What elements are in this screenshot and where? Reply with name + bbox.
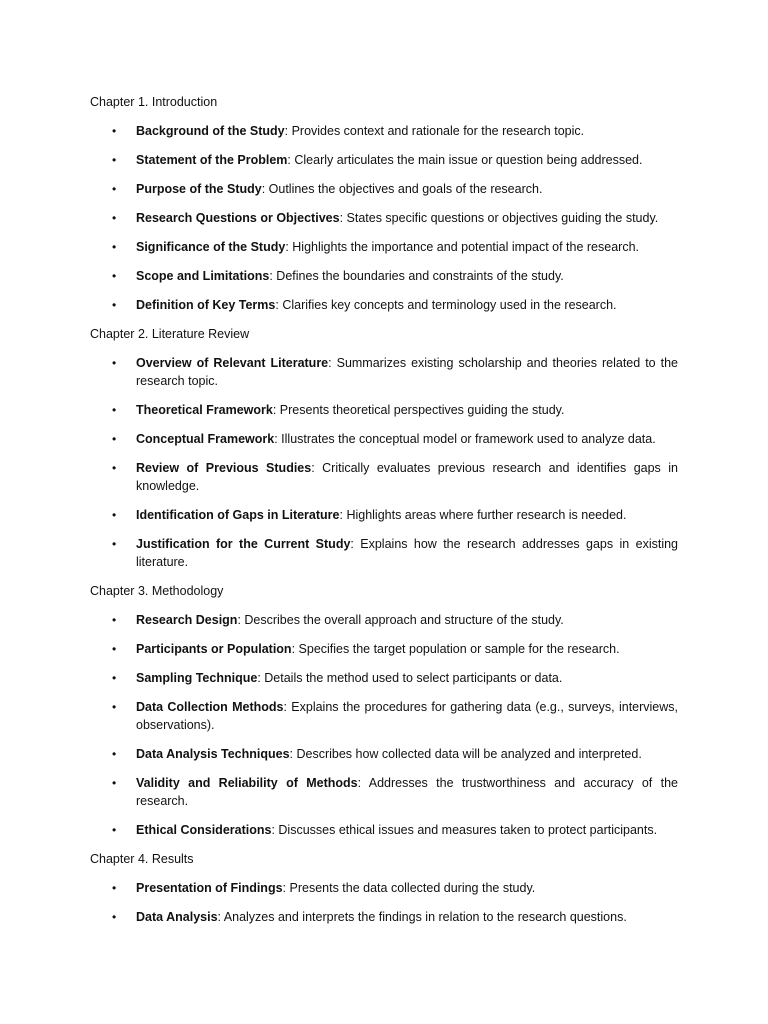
bullet-icon: •	[112, 269, 117, 283]
item-term: Conceptual Framework	[136, 432, 275, 446]
bullet-icon: •	[112, 240, 117, 254]
item-description: : Highlights the importance and potential impact of the research.	[285, 240, 639, 254]
list-item	[90, 535, 678, 571]
list-item	[90, 430, 678, 448]
item-term: Scope and Limitations	[136, 269, 270, 283]
item-description: : Discusses ethical issues and measures taken to protect participants.	[271, 823, 658, 837]
bullet-icon: •	[112, 432, 117, 446]
item-term: Background of the Study	[136, 124, 285, 138]
list-item	[90, 821, 678, 839]
bullet-icon: •	[112, 508, 117, 522]
item-term: Overview of Relevant Literature	[136, 356, 329, 370]
item-term: Presentation of Findings	[136, 881, 283, 895]
bullet-icon: •	[112, 910, 117, 924]
chapter-item-list	[90, 122, 678, 314]
item-term: Research Design	[136, 613, 238, 627]
item-description: : Describes how collected data will be analyzed and interpreted.	[289, 747, 642, 761]
list-item	[90, 401, 678, 419]
item-term: Definition of Key Terms	[136, 298, 276, 312]
list-item	[90, 774, 678, 810]
bullet-icon: •	[112, 298, 117, 312]
bullet-icon: •	[112, 461, 117, 475]
item-term: Identification of Gaps in Literature	[136, 508, 340, 522]
item-description: : Clearly articulates the main issue or question being addressed.	[287, 153, 643, 167]
list-item	[90, 122, 678, 140]
item-description: : Summarizes existing scholarship and theories related to the research topic.	[136, 356, 678, 388]
list-item	[90, 640, 678, 658]
list-item	[90, 267, 678, 285]
list-item	[90, 459, 678, 495]
list-item	[90, 611, 678, 629]
chapter-section	[90, 94, 678, 314]
list-item	[90, 669, 678, 687]
item-description: : Provides context and rationale for the research topic.	[284, 124, 585, 138]
item-description: : Analyzes and interprets the findings in relation to the research questions.	[217, 910, 627, 924]
chapter-title: Chapter 3. Methodology	[90, 584, 224, 598]
item-description: : Highlights areas where further research is needed.	[339, 508, 627, 522]
chapter-section	[90, 583, 678, 839]
item-term: Purpose of the Study	[136, 182, 262, 196]
bullet-icon: •	[112, 153, 117, 167]
item-term: Data Analysis Techniques	[136, 747, 290, 761]
bullet-icon: •	[112, 823, 117, 837]
item-description: : States specific questions or objectives guiding the study.	[339, 211, 659, 225]
list-item	[90, 506, 678, 524]
list-item	[90, 354, 678, 390]
item-term: Data Collection Methods	[136, 700, 284, 714]
item-term: Participants or Population	[136, 642, 292, 656]
chapter-section	[90, 851, 678, 926]
bullet-icon: •	[112, 881, 117, 895]
bullet-icon: •	[112, 211, 117, 225]
item-description: : Explains the procedures for gathering data (e.g., surveys, interviews, observations).	[136, 700, 679, 732]
bullet-icon: •	[112, 124, 117, 138]
item-term: Significance of the Study	[136, 240, 286, 254]
bullet-icon: •	[112, 776, 117, 790]
list-item	[90, 908, 678, 926]
chapter-item-list	[90, 879, 678, 926]
item-description: : Explains how the research addresses gaps in existing literature.	[136, 537, 678, 569]
bullet-icon: •	[112, 747, 117, 761]
chapter-title: Chapter 4. Results	[90, 852, 194, 866]
list-item	[90, 698, 678, 734]
bullet-icon: •	[112, 182, 117, 196]
chapter-section	[90, 326, 678, 571]
item-description: : Specifies the target population or sample for the research.	[291, 642, 620, 656]
item-description: : Presents theoretical perspectives guiding the study.	[272, 403, 565, 417]
item-description: : Clarifies key concepts and terminology used in the research.	[275, 298, 617, 312]
chapter-item-list	[90, 354, 678, 571]
item-term: Review of Previous Studies	[136, 461, 312, 475]
item-description: : Illustrates the conceptual model or framework used to analyze data.	[274, 432, 656, 446]
item-term: Research Questions or Objectives	[136, 211, 340, 225]
bullet-icon: •	[112, 537, 117, 551]
chapter-item-list	[90, 611, 678, 839]
list-item	[90, 209, 678, 227]
list-item	[90, 296, 678, 314]
item-description: : Describes the overall approach and structure of the study.	[237, 613, 564, 627]
list-item	[90, 180, 678, 198]
bullet-icon: •	[112, 642, 117, 656]
item-term: Theoretical Framework	[136, 403, 273, 417]
bullet-icon: •	[112, 403, 117, 417]
item-description: : Details the method used to select participants or data.	[257, 671, 563, 685]
bullet-icon: •	[112, 613, 117, 627]
bullet-icon: •	[112, 356, 117, 370]
bullet-icon: •	[112, 700, 117, 714]
item-description: : Defines the boundaries and constraints of the study.	[269, 269, 564, 283]
item-description: : Outlines the objectives and goals of the research.	[261, 182, 543, 196]
list-item	[90, 151, 678, 169]
item-term: Statement of the Problem	[136, 153, 288, 167]
item-term: Validity and Reliability of Methods	[136, 776, 358, 790]
item-term: Sampling Technique	[136, 671, 258, 685]
item-description: : Critically evaluates previous research and identifies gaps in knowledge.	[136, 461, 678, 493]
list-item	[90, 238, 678, 256]
chapter-title: Chapter 2. Literature Review	[90, 327, 250, 341]
list-item	[90, 745, 678, 763]
item-term: Ethical Considerations	[136, 823, 272, 837]
bullet-icon: •	[112, 671, 117, 685]
item-description: : Addresses the trustworthiness and accuracy of the research.	[136, 776, 678, 808]
item-description: : Presents the data collected during the study.	[282, 881, 536, 895]
list-item	[90, 879, 678, 897]
item-term: Data Analysis	[136, 910, 218, 924]
chapter-title: Chapter 1. Introduction	[90, 95, 218, 109]
item-term: Justification for the Current Study	[136, 537, 351, 551]
